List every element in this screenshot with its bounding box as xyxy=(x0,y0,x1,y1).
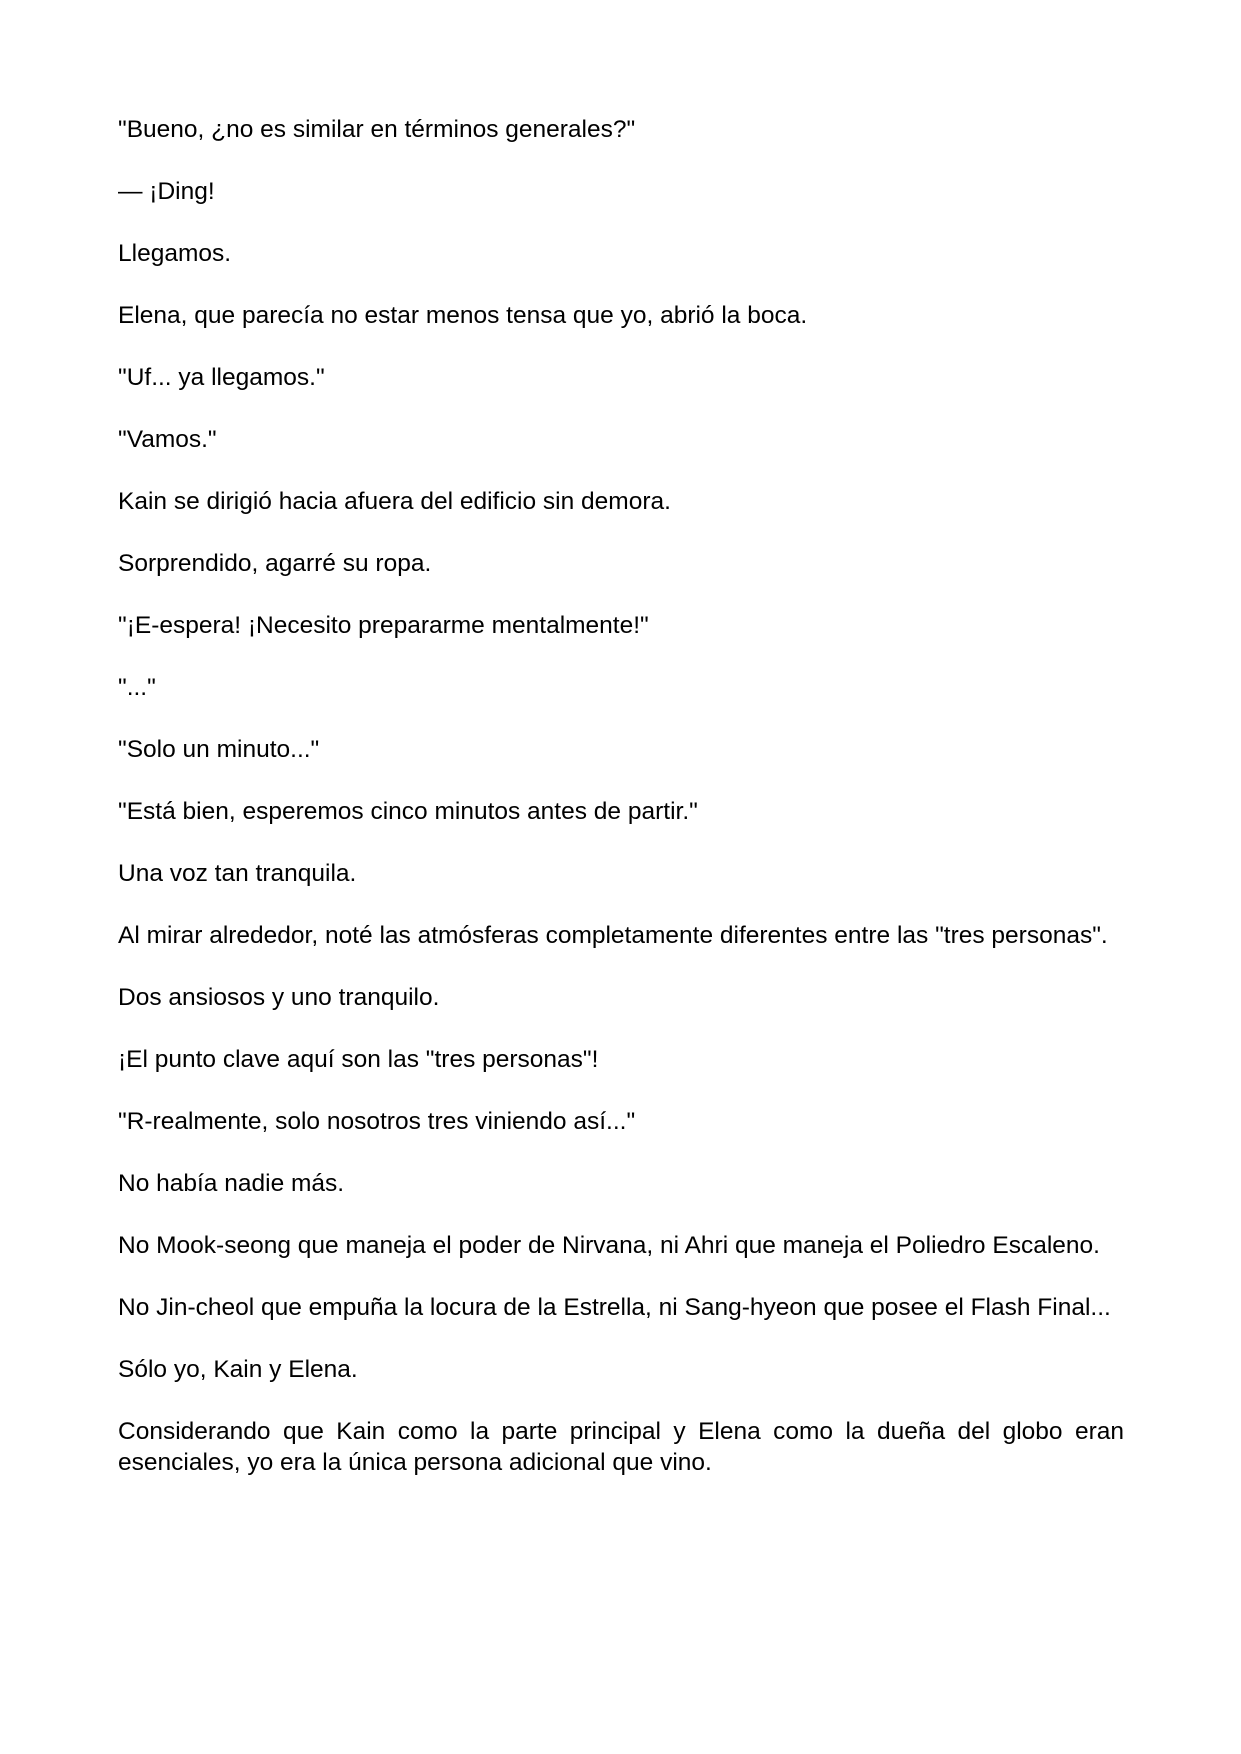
paragraph: No Jin-cheol que empuña la locura de la Estrella, ni Sang-hyeon que posee el Flash Final... xyxy=(118,1294,1111,1321)
paragraph: "Está bien, esperemos cinco minutos antes de partir." xyxy=(118,798,698,825)
paragraph: "Bueno, ¿no es similar en términos generales?" xyxy=(118,116,636,143)
paragraph: Considerando que Kain como la parte principal y Elena como la dueña del globo eran esenciales, yo era la única persona adicional que vino. xyxy=(118,1418,1124,1476)
paragraph: "R-realmente, solo nosotros tres viniendo así..." xyxy=(118,1108,636,1135)
paragraph: "..." xyxy=(118,674,156,701)
paragraph: Al mirar alrededor, noté las atmósferas completamente diferentes entre las "tres personas". xyxy=(118,922,1108,949)
paragraph: No había nadie más. xyxy=(118,1170,345,1197)
paragraph: Dos ansiosos y uno tranquilo. xyxy=(118,984,440,1011)
paragraph: Sólo yo, Kain y Elena. xyxy=(118,1356,358,1383)
paragraph: No Mook-seong que maneja el poder de Nirvana, ni Ahri que maneja el Poliedro Escaleno. xyxy=(118,1232,1100,1259)
paragraph: "¡E-espera! ¡Necesito prepararme mentalmente!" xyxy=(118,612,649,639)
paragraph: "Vamos." xyxy=(118,426,217,453)
paragraph: Elena, que parecía no estar menos tensa que yo, abrió la boca. xyxy=(118,302,808,329)
paragraph: "Uf... ya llegamos." xyxy=(118,364,325,391)
paragraph: — ¡Ding! xyxy=(118,178,215,205)
paragraph: "Solo un minuto..." xyxy=(118,736,320,763)
paragraph: Sorprendido, agarré su ropa. xyxy=(118,550,432,577)
paragraph: ¡El punto clave aquí son las "tres personas"! xyxy=(118,1046,599,1073)
paragraph: Llegamos. xyxy=(118,240,232,267)
paragraph: Kain se dirigió hacia afuera del edificio sin demora. xyxy=(118,488,671,515)
paragraph: Una voz tan tranquila. xyxy=(118,860,357,887)
text-body xyxy=(118,114,1124,1478)
